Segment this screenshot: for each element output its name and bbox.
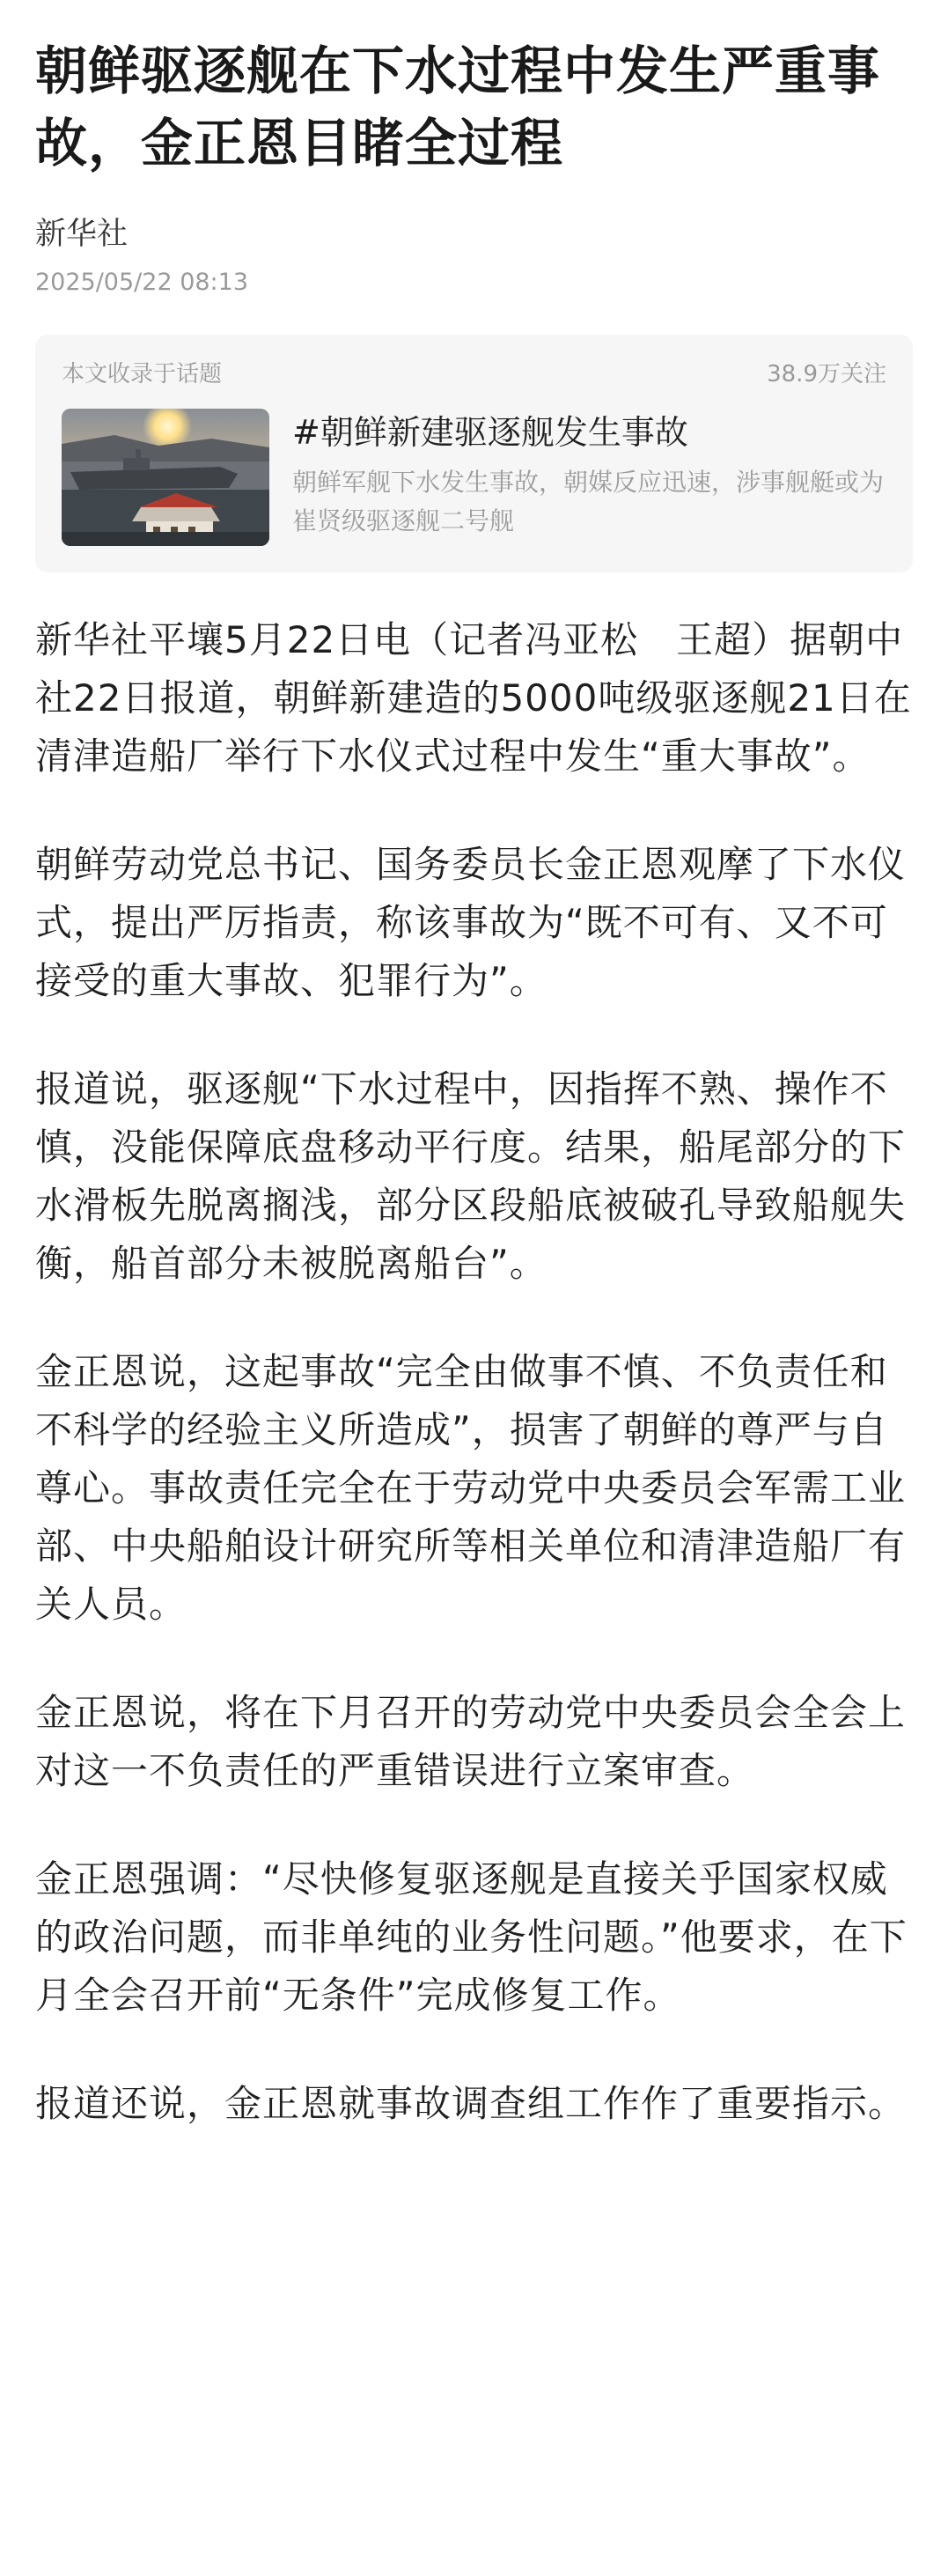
article-timestamp: 2025/05/22 08:13 <box>35 269 249 296</box>
article-paragraph: 金正恩说，将在下月召开的劳动党中央委员会全会上对这一不负责任的严重错误进行立案审查。 <box>35 1691 907 1792</box>
article-page <box>35 0 913 2183</box>
bottom-fade-overlay <box>0 2519 948 2576</box>
article-paragraph: 金正恩强调：“尽快修复驱逐舰是直接关乎国家权威的政治问题，而非单纯的业务性问题。”他要求，在下月全会召开前“无条件”完成修复工作。 <box>35 1857 908 2017</box>
article-paragraph: 新华社平壤5月22日电（记者冯亚松 王超）据朝中社22日报道，朝鲜新建造的5000吨级驱逐舰21日在清津造船厂举行下水仪式过程中发生“重大事故”。 <box>35 618 912 778</box>
article-paragraph: 金正恩说，这起事故“完全由做事不慎、不负责任和不科学的经验主义所造成”，损害了朝鲜的尊严与自尊心。事故责任完全在于劳动党中央委员会军需工业部、中央船舶设计研究所等相关单位和清津造船厂有关人员。 <box>35 1350 907 1626</box>
topic-card[interactable] <box>35 335 913 572</box>
article-title: 朝鲜驱逐舰在下水过程中发生严重事故，金正恩目睹全过程 <box>35 41 881 173</box>
article-source[interactable]: 新华社 <box>35 217 129 252</box>
article-paragraph: 报道说，驱逐舰“下水过程中，因指挥不熟、操作不慎，没能保障底盘移动平行度。结果，船尾部分的下水滑板先脱离搁浅，部分区段船底被破孔导致船舰失衡，船首部分未被脱离船台”。 <box>35 1067 907 1285</box>
article-body <box>35 611 913 2133</box>
topic-card-header <box>62 354 886 389</box>
topic-title[interactable]: #朝鲜新建驱逐舰发生事故 <box>292 413 688 452</box>
topic-follow-count: 38.9万关注 <box>767 360 886 388</box>
article-paragraph: 报道还说，金正恩就事故调查组工作作了重要指示。 <box>35 2082 907 2125</box>
topic-card-label: 本文收录于话题 <box>62 360 223 388</box>
topic-description: 朝鲜军舰下水发生事故，朝媒反应迅速，涉事舰艇或为崔贤级驱逐舰二号舰 <box>292 468 885 535</box>
warship-photo-icon[interactable] <box>62 409 269 546</box>
article-paragraph: 朝鲜劳动党总书记、国务委员长金正恩观摩了下水仪式，提出严厉指责，称该事故为“既不可有、又不可接受的重大事故、犯罪行为”。 <box>35 843 907 1002</box>
